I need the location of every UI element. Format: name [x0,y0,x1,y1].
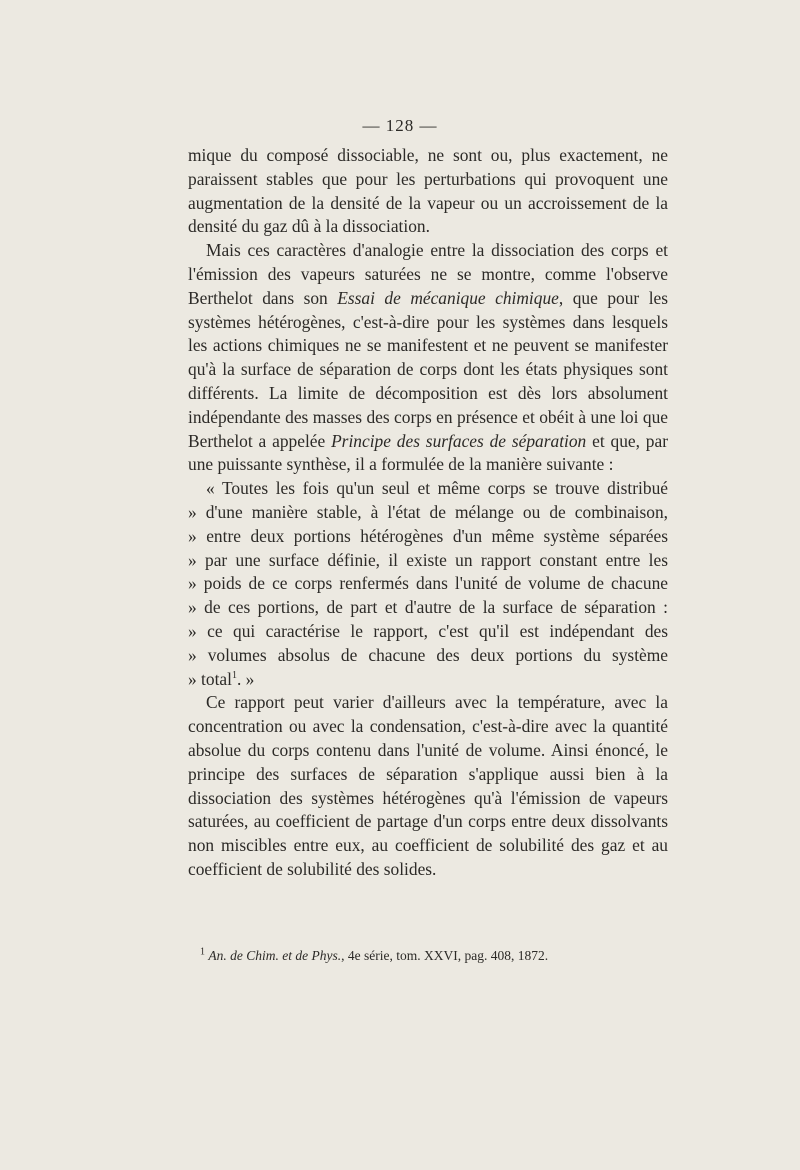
footnote-details: , 4e série, tom. XXVI, pag. 408, 1872. [341,948,549,963]
paragraph-closing: Ce rapport peut varier d'ailleurs avec la température, avec la concentration ou avec la condensation, c'est-à-dire avec la quantité absolue du corps contenu dans l'unité de volume. Ainsi énoncé, le principe des surfaces de séparation s'applique aussi bien à la dissociation des systèmes hétérogènes qu'à l'émission de vapeurs saturées, au coefficient de partage d'un corps entre deux dissolvants non miscibles entre eux, au coefficient de solubilité des gaz et au coefficient de solubilité des solides. [188,692,668,879]
quote-line: » d'une manière stable, à l'état de mélange ou de combinaison, [188,501,668,522]
footnote-reference: 1 [231,669,237,681]
quote-last-line [188,668,668,692]
paragraph-text: , que pour les systèmes hétérogènes, c'est-à-dire pour les systèmes dans lesquels les actions chimiques ne se manifestent et ne peuvent se manifester qu'à la surface de séparation de corps dont les états physiques sont différents. La limite de décomposition est dès lors absolument indépendante des masses des corps en présence et obéit à une loi que Berthelot a appelée [188,287,669,451]
paragraph-text: Mais ces caractères d'analogie entre la dissociation des corps et l'émission des vapeurs saturées ne se montre, comme l'observe Berthelot dans son [188,240,668,308]
footnote-mark: 1 [200,946,205,958]
quote-line: » de ces portions, de part et d'autre de la surface de séparation : [188,597,668,618]
quotation [188,477,668,691]
quote-line: » par une surface définie, il existe un rapport constant entre les [188,549,668,570]
paragraph-continuation: mique du composé dissociable, ne sont ou, plus exactement, ne paraissent stables que pour les perturbations qui provoquent une augmentation de la densité de la vapeur ou un accroissement de la densité du gaz dû à la dissociation. [188,145,668,237]
body-text [188,144,668,882]
paragraph-berthelot [188,239,668,477]
quote-line: » entre deux portions hétérogènes d'un même système séparées [188,525,668,546]
page-number: — 128 — [362,116,438,135]
footnote-source: An. de Chim. et de Phys. [208,948,342,963]
quote-line: » volumes absolus de chacune des deux portions du système [188,644,668,665]
book-title: Essai de mécanique chimique [337,287,559,308]
quote-line: » poids de ce corps renfermés dans l'unité de volume de chacune [188,573,668,594]
quote-line: » ce qui caractérise le rapport, c'est qu'il est indépendant des [188,620,668,641]
paragraph-text: et que, par une puissante synthèse, il a formulée de la manière suivante : [188,430,668,475]
footnote [200,948,670,964]
quote-line: « Toutes les fois qu'un seul et même corps se trouve distribué [206,478,668,499]
quote-close: . » [236,668,255,689]
quote-line: » total [188,668,232,689]
principle-name: Principe des surfaces de séparation [331,430,587,451]
